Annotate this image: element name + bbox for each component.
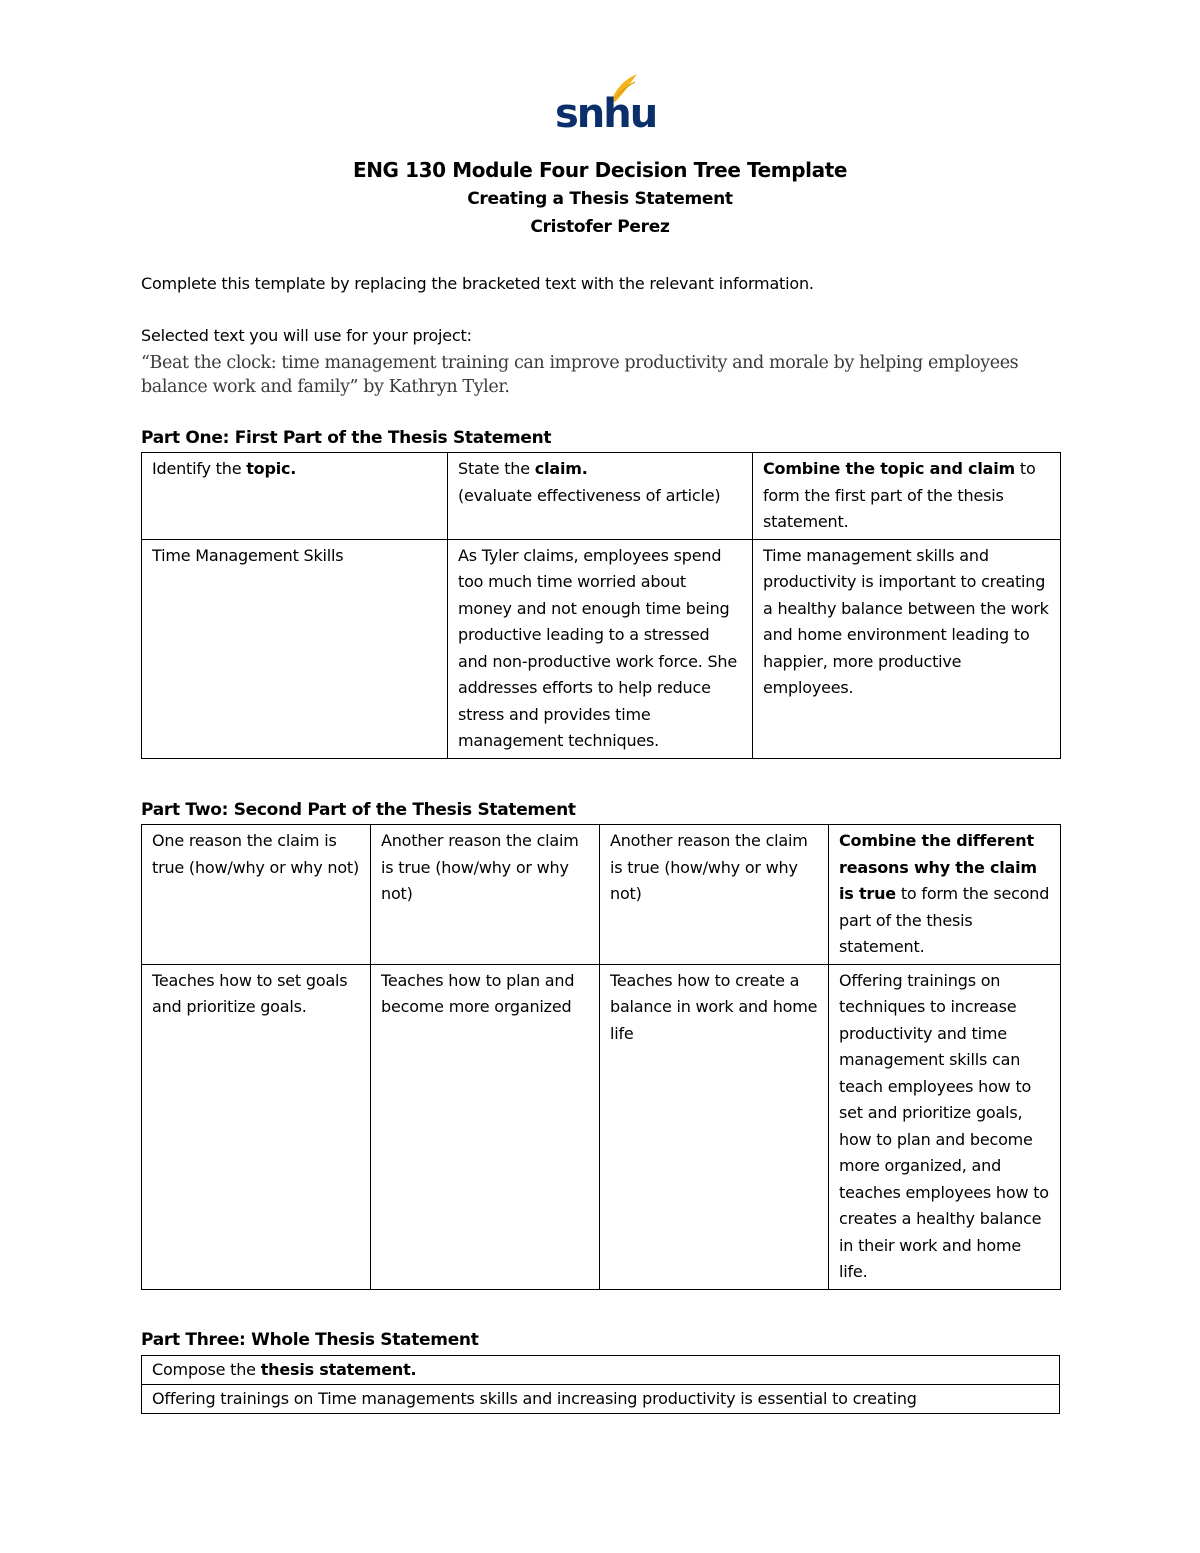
- snhu-logo: [555, 72, 657, 137]
- table-header-row: [142, 453, 1061, 540]
- reason-one-cell: Teaches how to set goals and prioritize goals.: [142, 964, 371, 1289]
- part-one-heading: Part One: First Part of the Thesis Statement: [141, 428, 552, 448]
- claim-header-cell: State the claim. (evaluate effectiveness of article): [448, 453, 753, 540]
- reason-two-cell: Teaches how to plan and become more organized: [371, 964, 600, 1289]
- table-row: [142, 1385, 1060, 1414]
- combined-cell: Time management skills and productivity is important to creating a healthy balance between the work and home environment leading to happier, more productive employees.: [753, 539, 1061, 758]
- logo-wordmark: snhu: [555, 91, 657, 137]
- document-subtitle: Creating a Thesis Statement: [467, 189, 733, 209]
- reason-two-header: Another reason the claim is true (how/why or why not): [371, 825, 600, 965]
- part-one-table: [141, 452, 1061, 759]
- thesis-answer-cell: Offering trainings on Time managements skills and increasing productivity is essential to creating: [142, 1385, 1060, 1414]
- instructions-text: Complete this template by replacing the bracketed text with the relevant information.: [141, 274, 814, 293]
- combine-header-cell: Combine the topic and claim to form the first part of the thesis statement.: [753, 453, 1061, 540]
- selected-text-quote: “Beat the clock: time management training can improve productivity and morale by helping employees balance work and family” by Kathryn Tyler.: [141, 353, 1019, 397]
- thesis-prompt-cell: Compose the thesis statement.: [142, 1356, 1060, 1385]
- claim-cell: As Tyler claims, employees spend too much time worried about money and not enough time being productive leading to a stressed and non-productive work force. She addresses efforts to help reduce stress and provides time management techniques.: [448, 539, 753, 758]
- reason-three-cell: Teaches how to create a balance in work and home life: [600, 964, 829, 1289]
- combine-reasons-header: Combine the different reasons why the claim is true to form the second part of the thesis statement.: [829, 825, 1061, 965]
- selected-text-label: Selected text you will use for your project:: [141, 326, 472, 345]
- document-title: ENG 130 Module Four Decision Tree Template: [352, 158, 848, 182]
- part-three-table: [141, 1355, 1060, 1414]
- author-name: Cristofer Perez: [530, 217, 670, 237]
- reason-three-header: Another reason the claim is true (how/why or why not): [600, 825, 829, 965]
- table-row: [142, 539, 1061, 758]
- part-three-heading: Part Three: Whole Thesis Statement: [141, 1330, 479, 1350]
- table-row: [142, 964, 1061, 1289]
- part-two-heading: Part Two: Second Part of the Thesis Statement: [141, 800, 576, 820]
- topic-cell: Time Management Skills: [142, 539, 448, 758]
- combined-reasons-cell: Offering trainings on techniques to increase productivity and time management skills can teach employees how to set and prioritize goals, how to plan and become more organized, and teaches employees how to creates a healthy balance in their work and home life.: [829, 964, 1061, 1289]
- reason-one-header: One reason the claim is true (how/why or why not): [142, 825, 371, 965]
- topic-header-cell: Identify the topic.: [142, 453, 448, 540]
- part-two-table: [141, 824, 1061, 1290]
- table-header-row: [142, 825, 1061, 965]
- table-header-row: [142, 1356, 1060, 1385]
